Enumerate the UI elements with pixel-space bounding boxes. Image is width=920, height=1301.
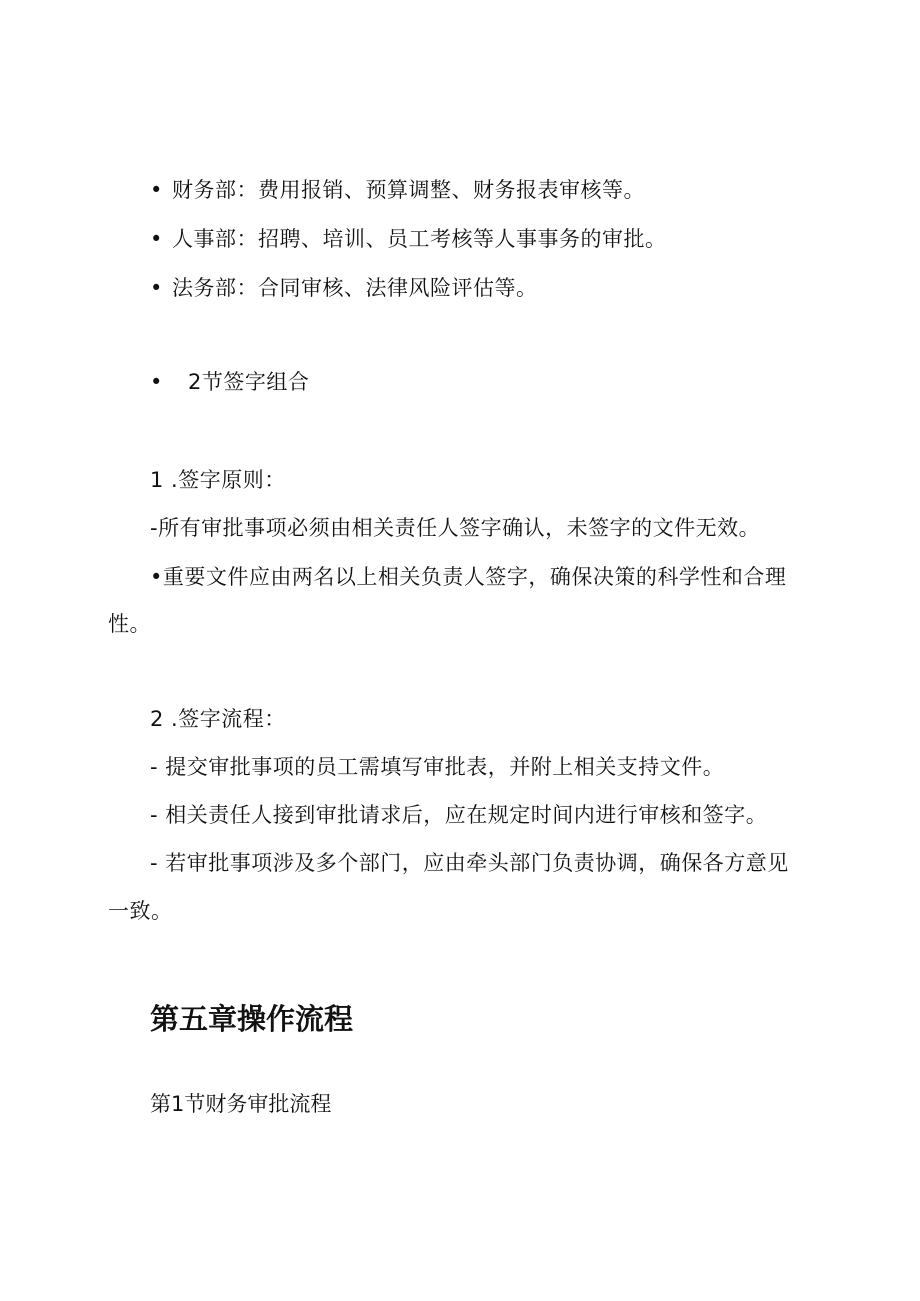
chapter-title: 第五章操作流程 [150, 1002, 354, 1036]
principle-item: -所有审批事项必须由相关责任人签字确认，未签字的文件无效。 [150, 516, 761, 540]
list-item-finance [150, 176, 645, 204]
subsection-title: 第1节财务审批流程 [150, 1092, 332, 1116]
process-heading: 2 .签字流程： [150, 707, 286, 731]
bullet-icon: • [150, 227, 163, 251]
list-item-text: 财务部：费用报销、预算调整、财务报表审核等。 [172, 178, 645, 202]
bullet-icon: • [150, 276, 163, 300]
list-item-text: 法务部：合同审核、法律风险评估等。 [172, 276, 538, 300]
principles-heading: 1 .签字原则： [150, 468, 286, 492]
process-item: - 若审批事项涉及多个部门，应由牵头部门负责协调，确保各方意见 [150, 851, 789, 875]
bullet-icon: • [150, 178, 163, 202]
bullet-icon: • [150, 370, 163, 394]
principle-item: •重要文件应由两名以上相关负责人签字，确保决策的科学性和合理 [150, 565, 787, 589]
principle-item-continuation: 性。 [108, 612, 151, 636]
list-item-text: 人事部：招聘、培训、员工考核等人事事务的审批。 [172, 227, 667, 251]
list-item-hr [150, 225, 667, 253]
process-item: - 提交审批事项的员工需填写审批表，并附上相关支持文件。 [150, 755, 725, 779]
process-item-continuation: 一致。 [108, 899, 173, 923]
section-heading [150, 368, 309, 396]
list-item-legal [150, 274, 538, 302]
section-title: 2节签字组合 [188, 370, 310, 394]
process-item: - 相关责任人接到审批请求后，应在规定时间内进行审核和签字。 [150, 803, 768, 827]
